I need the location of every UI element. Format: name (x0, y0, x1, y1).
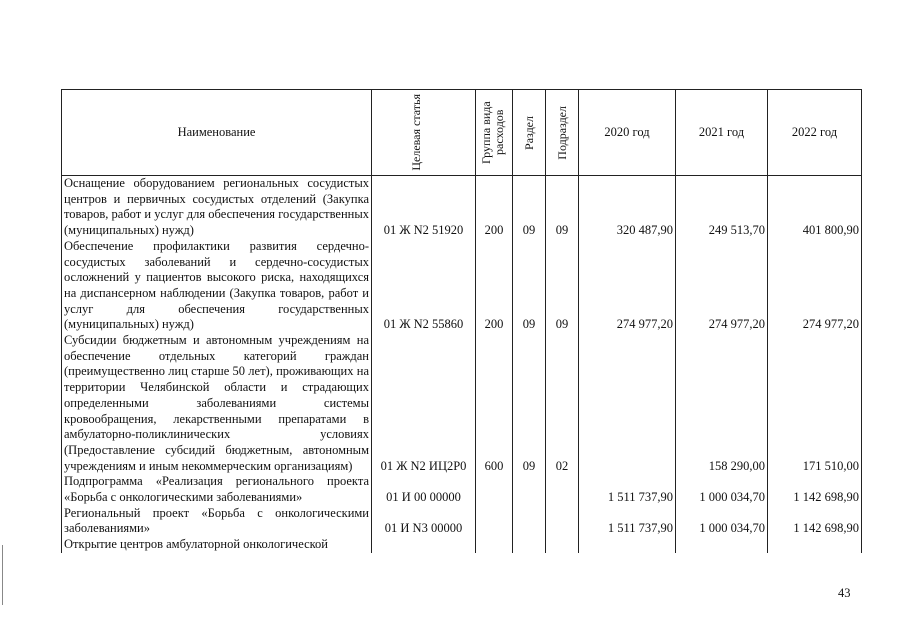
row-target: 01 Ж N2 ИЦ2Р0 (372, 333, 476, 474)
header-subsection-text: Подраздел (554, 105, 569, 160)
row-section (513, 506, 546, 537)
row-group (476, 506, 513, 537)
header-subsection (546, 90, 579, 176)
row-subsection (546, 537, 579, 553)
row-name: Оснащение оборудованием региональных сосудистых центров и первичных сосудистых отделений (Закупка товаров, работ и услуг для обеспечения государственных (муниципальных) нужд) (62, 176, 372, 239)
row-target: 01 Ж N2 51920 (372, 176, 476, 239)
header-name: Наименование (62, 90, 372, 176)
row-group (476, 537, 513, 553)
header-2020: 2020 год (579, 90, 676, 176)
row-section: 09 (513, 176, 546, 239)
header-target (372, 90, 476, 176)
row-section: 09 (513, 239, 546, 333)
page-number: 43 (838, 586, 851, 600)
row-2021: 1 000 034,70 (676, 474, 768, 505)
row-section (513, 474, 546, 505)
row-name: Открытие центров амбулаторной онкологической (62, 537, 372, 553)
row-name: Субсидии бюджетным и автономным учреждениям на обеспечение отдельных категорий граждан (преимущественно лиц старше 50 лет), проживающих на территории Челябинской области и страдающих определенными заболеваниями системы кровообращения, лекарственными препаратами в амбулаторно-поликлинических условиях (Предоставление субсидий бюджетным, автономным учреждениям и иным некоммерческим организациям) (62, 333, 372, 474)
table-row (62, 333, 862, 474)
table-row (62, 239, 862, 333)
row-2020: 274 977,20 (579, 239, 676, 333)
row-section: 09 (513, 333, 546, 474)
row-subsection (546, 474, 579, 505)
row-name: Подпрограмма «Реализация регионального проекта «Борьба с онкологическими заболеваниями» (62, 474, 372, 505)
table-row (62, 176, 862, 239)
header-section-text: Раздел (521, 115, 536, 150)
row-2020: 1 511 737,90 (579, 506, 676, 537)
row-2022: 1 142 698,90 (768, 474, 862, 505)
row-2021 (676, 537, 768, 553)
header-target-text: Целевая статья (408, 94, 423, 171)
header-section (513, 90, 546, 176)
row-group: 200 (476, 239, 513, 333)
row-2022: 401 800,90 (768, 176, 862, 239)
header-2022: 2022 год (768, 90, 862, 176)
row-2020 (579, 333, 676, 474)
row-group (476, 474, 513, 505)
row-group: 200 (476, 176, 513, 239)
row-2020: 1 511 737,90 (579, 474, 676, 505)
row-2020: 320 487,90 (579, 176, 676, 239)
scan-edge-mark (2, 545, 3, 605)
row-2022 (768, 537, 862, 553)
row-2020 (579, 537, 676, 553)
row-2021: 158 290,00 (676, 333, 768, 474)
row-2021: 274 977,20 (676, 239, 768, 333)
table-row (62, 506, 862, 537)
budget-table (61, 89, 862, 553)
row-2022: 1 142 698,90 (768, 506, 862, 537)
header-group-text: Группа вида расходов (479, 101, 506, 164)
row-2022: 274 977,20 (768, 239, 862, 333)
row-target: 01 И N3 00000 (372, 506, 476, 537)
row-2022: 171 510,00 (768, 333, 862, 474)
header-row (62, 90, 862, 176)
row-name: Обеспечение профилактики развития сердечно-сосудистых заболеваний и сердечно-сосудистых осложнений у пациентов высокого риска, находящихся на диспансерном наблюдении (Закупка товаров, работ и услуг для обеспечения государственных (муниципальных) нужд) (62, 239, 372, 333)
table-row (62, 537, 862, 553)
row-subsection: 09 (546, 176, 579, 239)
row-subsection (546, 506, 579, 537)
row-section (513, 537, 546, 553)
row-subsection: 02 (546, 333, 579, 474)
row-2021: 249 513,70 (676, 176, 768, 239)
table-row (62, 474, 862, 505)
row-target (372, 537, 476, 553)
row-name: Региональный проект «Борьба с онкологическими заболеваниями» (62, 506, 372, 537)
header-group (476, 90, 513, 176)
header-2021: 2021 год (676, 90, 768, 176)
row-target: 01 Ж N2 55860 (372, 239, 476, 333)
row-subsection: 09 (546, 239, 579, 333)
row-target: 01 И 00 00000 (372, 474, 476, 505)
row-2021: 1 000 034,70 (676, 506, 768, 537)
row-group: 600 (476, 333, 513, 474)
